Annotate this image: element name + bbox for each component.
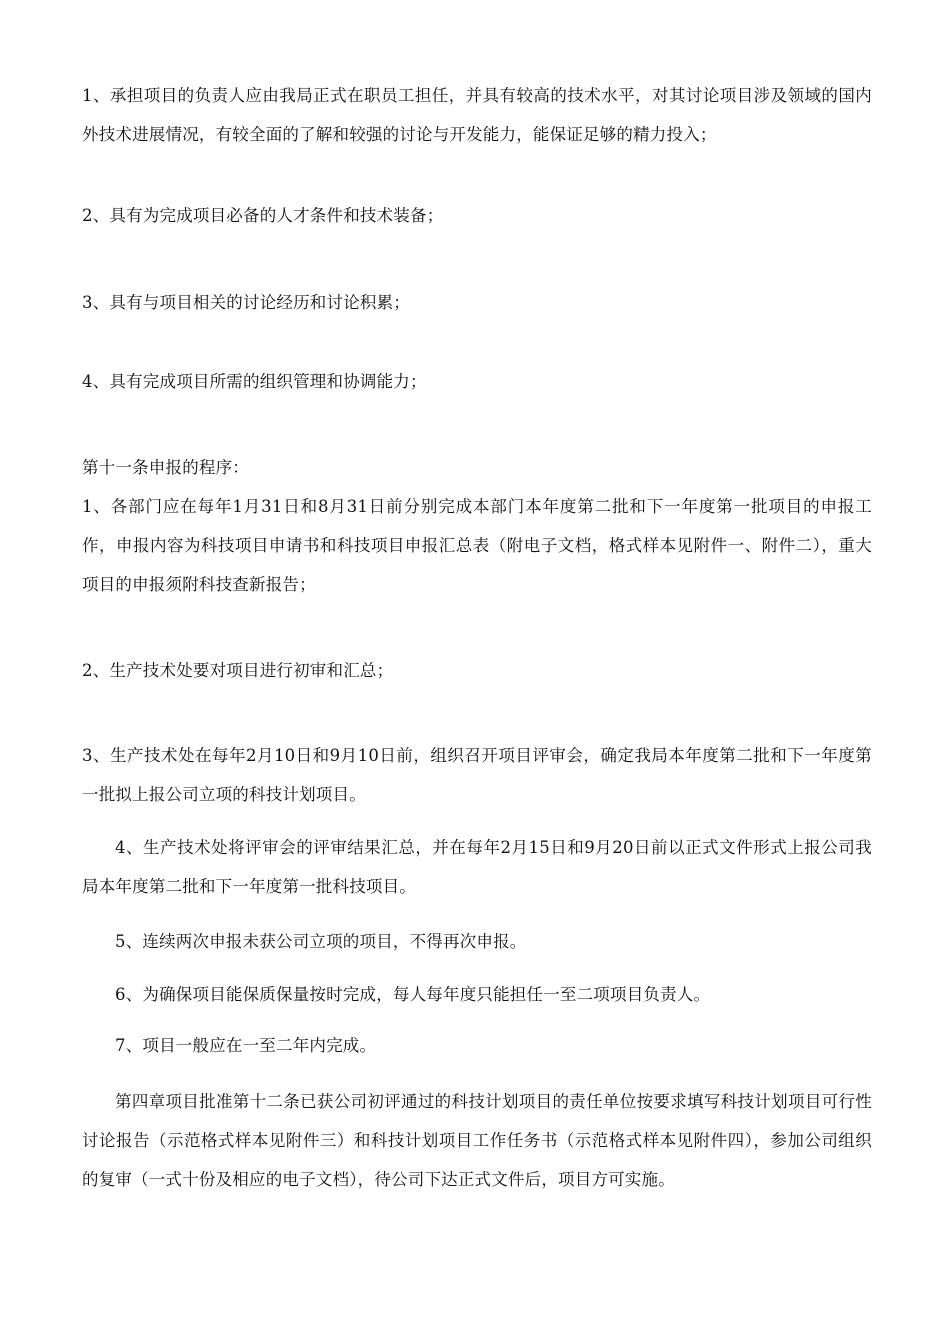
- paragraph-review-meeting: 3、生产技术处在每年2月10日和9月10日前，组织召开项目评审会，确定我局本年度第二批和下一年度第一批拟上报公司立项的科技计划项目。: [82, 746, 872, 804]
- paragraph-research-experience: 3、具有与项目相关的讨论经历和讨论积累；: [82, 293, 410, 312]
- paragraph-leader-requirement: 1、承担项目的负责人应由我局正式在职员工担任，并具有较高的技术水平，对其讨论项目涉及领域的国内外技术进展情况，有较全面的了解和较强的讨论与开发能力，能保证足够的精力投入；: [82, 86, 872, 144]
- paragraph-department-submission: 1、各部门应在每年1月31日和8月31日前分别完成本部门本年度第二批和下一年度第一批项目的申报工作，申报内容为科技项目申请书和科技项目申报汇总表（附电子文档，格式样本见附件一、附件二），重大项目的申报须附科技查新报告；: [82, 497, 872, 594]
- paragraph-project-limit: 6、为确保项目能保质保量按时完成，每人每年度只能担任一至二项项目负责人。: [115, 985, 711, 1004]
- paragraph-no-resubmission: 5、连续两次申报未获公司立项的项目，不得再次申报。: [115, 932, 527, 951]
- paragraph-chapter-four-approval: 第四章项目批准第十二条已获公司初评通过的科技计划项目的责任单位按要求填写科技计划项目可行性讨论报告（示范格式样本见附件三）和科技计划项目工作任务书（示范格式样本见附件四），参加公司组织的复审（一式十份及相应的电子文档），待公司下达正式文件后，项目方可实施。: [82, 1092, 872, 1189]
- article-eleven-heading: 第十一条申报的程序：: [82, 458, 249, 477]
- paragraph-preliminary-review: 2、生产技术处要对项目进行初审和汇总；: [82, 661, 394, 680]
- paragraph-management-ability: 4、具有完成项目所需的组织管理和协调能力；: [82, 372, 427, 391]
- paragraph-completion-time: 7、项目一般应在一至二年内完成。: [115, 1036, 377, 1055]
- paragraph-talent-equipment: 2、具有为完成项目必备的人才条件和技术装备；: [82, 206, 444, 225]
- paragraph-report-results: 4、生产技术处将评审会的评审结果汇总，并在每年2月15日和9月20日前以正式文件形式上报公司我局本年度第二批和下一年度第一批科技项目。: [82, 838, 872, 896]
